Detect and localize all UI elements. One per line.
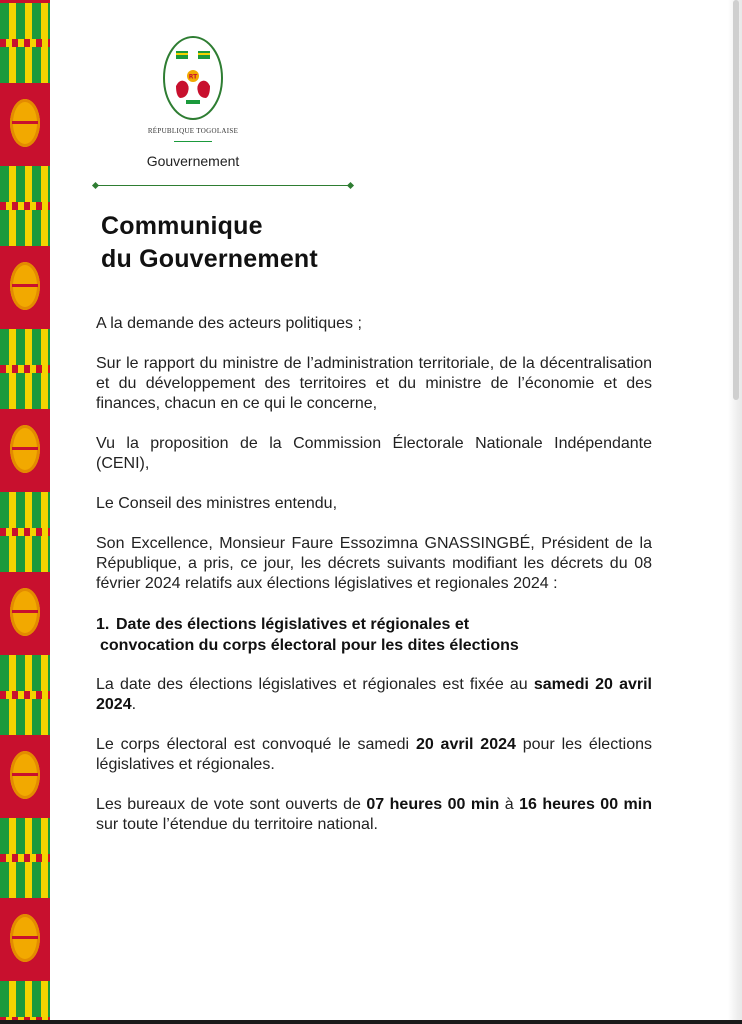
section-heading-line-2: convocation du corps électoral pour les dites élections: [100, 637, 519, 654]
section-1-paragraph-2: Le corps électoral est convoqué le samedi 20 avril 2024 pour les élections législatives et régionales.: [96, 736, 652, 773]
paragraph-5: Son Excellence, Monsieur Faure Essozimna GNASSINGBÉ, Président de la République, a pris, ce jour, les décrets suivants modifiant les décrets du 08 février 2024 relatifs aux élections législatives et regionales 2024 :: [96, 535, 652, 592]
republic-name: RÉPUBLIQUE TOGOLAISE: [147, 127, 239, 135]
government-label: Gouvernement: [146, 153, 240, 169]
section-1-paragraph-1: La date des élections législatives et régionales est fixée au samedi 20 avril 2024.: [96, 676, 652, 713]
title-line-2: du Gouvernement: [101, 245, 318, 273]
communique-body: [96, 314, 652, 855]
togo-emblem-icon: [162, 34, 224, 122]
election-date: samedi 20 avril 2024: [96, 676, 652, 713]
convocation-date: 20 avril 2024: [415, 736, 516, 753]
closing-time: 16 heures 00 min: [519, 796, 652, 813]
paragraph-3: Vu la proposition de la Commission Électorale Nationale Indépendante (CENI),: [96, 435, 652, 472]
section-1-paragraph-3: Les bureaux de vote sont ouverts de 07 heures 00 min à 16 heures 00 min sur toute l’étendue du territoire national.: [96, 796, 652, 833]
page-title: [101, 210, 481, 276]
section-1-heading: [96, 614, 652, 656]
decorative-border: [0, 0, 50, 1024]
svg-text:RT: RT: [188, 73, 198, 81]
paragraph-4: Le Conseil des ministres entendu,: [96, 495, 338, 512]
divider: [174, 141, 212, 142]
header-divider: [96, 185, 350, 186]
bottom-edge: [0, 1020, 742, 1024]
paragraph-1: A la demande des acteurs politiques ;: [96, 315, 362, 332]
scrollbar-track[interactable]: [728, 0, 742, 1024]
paragraph-2: Sur le rapport du ministre de l’administration territoriale, de la décentralisation et du développement des territoires et du ministre de l’économie et des finances, chacun en ce qui le concerne,: [96, 355, 652, 412]
title-line-1: Communique: [101, 212, 263, 240]
scrollbar-thumb[interactable]: [733, 0, 739, 400]
section-heading-line-1: Date des élections législatives et régionales et: [116, 616, 470, 633]
opening-time: 07 heures 00 min: [366, 796, 500, 813]
section-number: 1.: [96, 616, 110, 633]
